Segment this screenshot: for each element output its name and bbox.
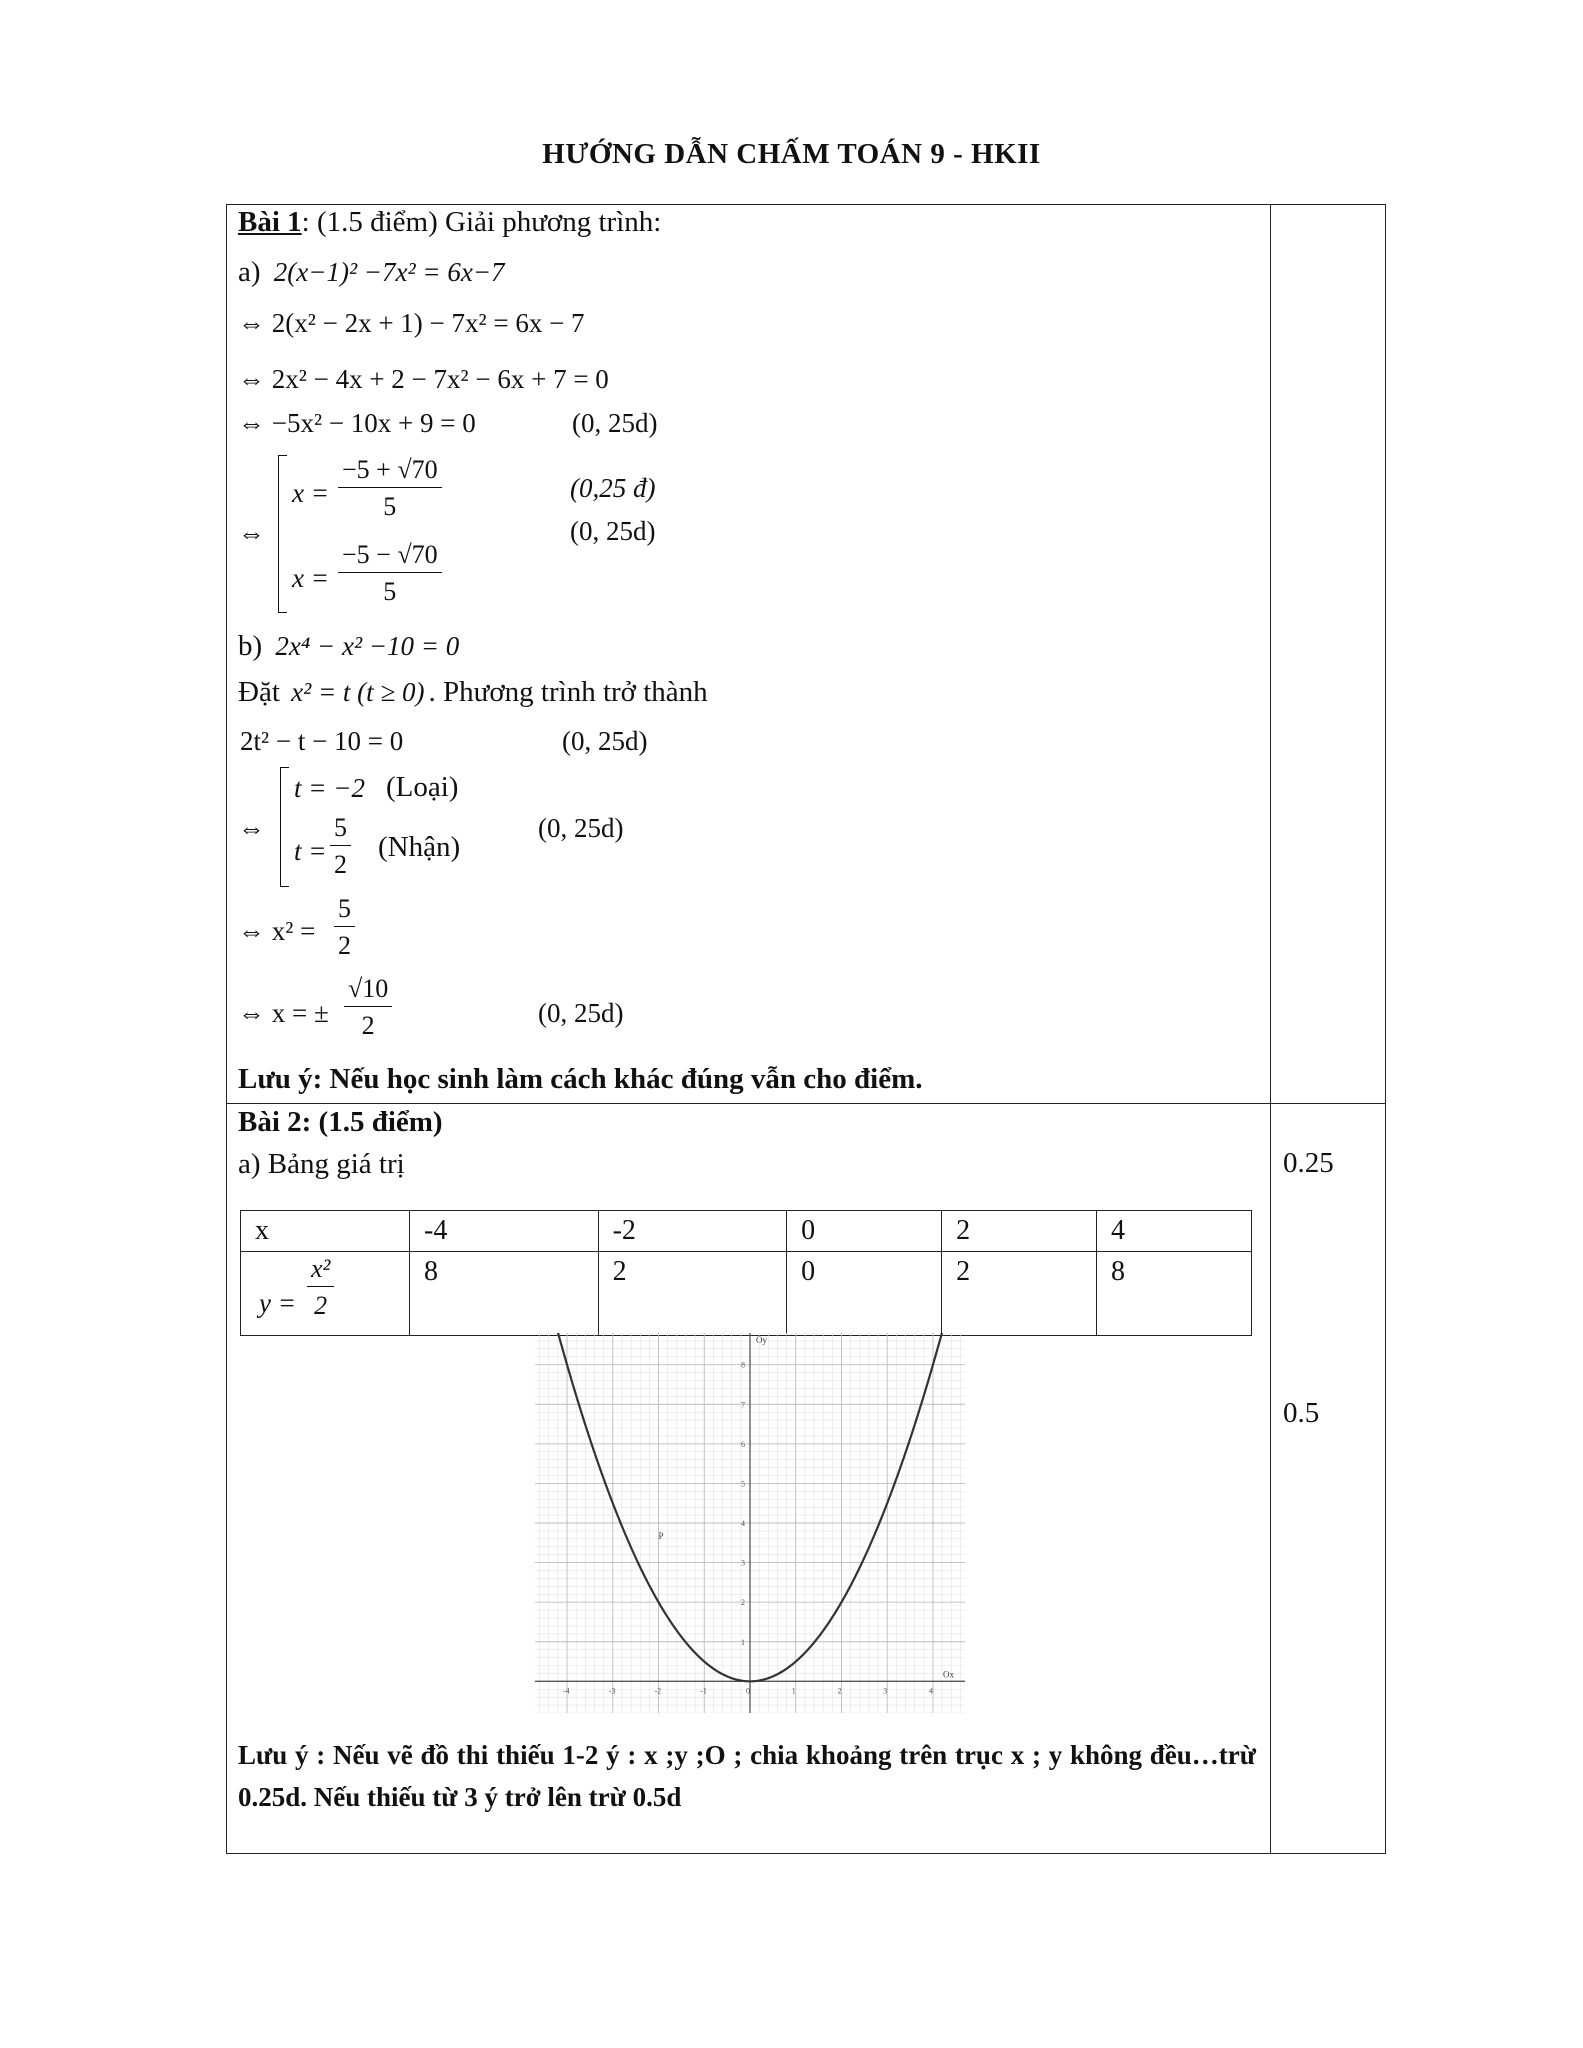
y-tick-label: 1 bbox=[741, 1637, 745, 1647]
y-tick-label: 7 bbox=[741, 1400, 745, 1410]
bai1-a-sol1-numerator: −5 + √70 bbox=[338, 457, 442, 488]
y-formula-fraction bbox=[307, 1256, 334, 1319]
x-tick-label: -2 bbox=[654, 1686, 662, 1696]
bai1-b-line bbox=[238, 632, 459, 661]
x-tick-label: -4 bbox=[563, 1686, 570, 1696]
bai1-b-step1: 2t² − t − 10 = 0 bbox=[240, 726, 404, 756]
curve-label: P bbox=[658, 1530, 664, 1541]
table-cell: -2 bbox=[598, 1211, 787, 1252]
bai1-b-x2-lhs: ⇔ x² = bbox=[238, 916, 316, 946]
bai1-a-step3-points: (0, 25d) bbox=[572, 408, 658, 438]
x-tick-label: 3 bbox=[883, 1686, 888, 1696]
bai1-b-sub-word: Đặt bbox=[238, 676, 280, 708]
page-title: HƯỚNG DẪN CHẤM TOÁN 9 - HKII bbox=[542, 138, 1041, 170]
y-tick-label: 4 bbox=[741, 1519, 745, 1528]
table-row bbox=[241, 1252, 1252, 1336]
x-tick-label: -3 bbox=[608, 1686, 616, 1696]
x-tick-label: 4 bbox=[928, 1686, 933, 1696]
bai1-a-step2: ⇔ 2x² − 4x + 2 − 7x² − 6x + 7 = 0 bbox=[238, 364, 609, 394]
bai1-b-t2-numerator: 5 bbox=[330, 815, 351, 846]
bai1-b-t1: t = −2 bbox=[294, 773, 365, 803]
bai1-heading-rest: : (1.5 điểm) Giải phương trình: bbox=[301, 206, 662, 238]
bai1-a-sol2-fraction bbox=[338, 542, 442, 605]
score-table: 0.25 bbox=[1283, 1147, 1334, 1179]
bai1-a-line bbox=[238, 258, 505, 287]
bai1-heading: Bài 1 bbox=[238, 206, 302, 238]
bai1-b-t2-note: (Nhận) bbox=[378, 831, 461, 863]
table-cell: 8 bbox=[410, 1252, 599, 1336]
bai1-a-sol1-lhs: x = bbox=[292, 478, 329, 508]
bai1-a-equation: 2(x−1)² −7x² = 6x−7 bbox=[273, 257, 505, 287]
table-cell: 0 bbox=[787, 1252, 942, 1336]
bai1-a-sol-points-2: (0, 25d) bbox=[570, 516, 656, 546]
bai1-b-step1-points: (0, 25d) bbox=[562, 726, 648, 756]
bai2-note: Lưu ý : Nếu vẽ đồ thi thiếu 1-2 ý : x ;y ;O ; chia khoảng trên trục x ; y không đều…trừ 0.25d. Nếu thiếu từ 3 ý trở lên trừ 0.5d bbox=[238, 1740, 1256, 1812]
score-column-divider bbox=[1270, 204, 1271, 1854]
bai1-b-x-numerator: √10 bbox=[344, 976, 392, 1007]
bai1-b-label: b) bbox=[238, 630, 263, 662]
bai1-note: Lưu ý: Nếu học sinh làm cách khác đúng vẫn cho điểm. bbox=[238, 1063, 923, 1095]
bai1-b-x2-numerator: 5 bbox=[334, 896, 355, 927]
y-tick-label: 6 bbox=[741, 1439, 745, 1449]
bai2-heading: Bài 2: (1.5 điểm) bbox=[238, 1106, 443, 1138]
bai1-b-t1-note: (Loại) bbox=[386, 771, 459, 803]
bai1-a-sol1-denominator: 5 bbox=[383, 492, 397, 521]
table-cell: 0 bbox=[787, 1211, 942, 1252]
bai1-b-t2-fraction bbox=[330, 815, 351, 878]
bai1-a-sol-points-1: (0,25 đ) bbox=[570, 473, 656, 503]
x-axis-label: Ox bbox=[943, 1669, 954, 1680]
parabola-graph bbox=[535, 1333, 965, 1713]
bai1-b-x-points: (0, 25d) bbox=[538, 998, 624, 1028]
table-cell-y-formula bbox=[241, 1252, 410, 1336]
bai1-b-x-denominator: 2 bbox=[361, 1011, 375, 1040]
bai1-a-sol2-denominator: 5 bbox=[383, 577, 397, 606]
bai1-a-sol1-fraction bbox=[338, 457, 442, 520]
bai1-b-equation: 2x⁴ − x² −10 = 0 bbox=[275, 631, 460, 661]
bai1-b-x-lhs: ⇔ x = ± bbox=[238, 998, 329, 1028]
bai1-a-solution-bracket bbox=[278, 455, 287, 613]
table-cell: 2 bbox=[942, 1211, 1097, 1252]
bai1-heading-line bbox=[238, 208, 661, 237]
bai1-b-x2-fraction bbox=[334, 896, 355, 959]
y-axis-label: Oy bbox=[756, 1335, 767, 1345]
y-formula-numerator: x² bbox=[307, 1256, 334, 1287]
bai1-b-t-points: (0, 25d) bbox=[538, 813, 624, 843]
bai1-a-step3: ⇔ −5x² − 10x + 9 = 0 bbox=[238, 408, 476, 438]
value-table bbox=[240, 1210, 1252, 1336]
table-row bbox=[241, 1211, 1252, 1252]
y-tick-label: 5 bbox=[741, 1479, 745, 1489]
table-cell: 8 bbox=[1097, 1252, 1252, 1336]
table-cell-x-label: x bbox=[241, 1211, 410, 1252]
bai1-a-equivalence: ⇔ bbox=[238, 518, 265, 548]
bai1-b-x-fraction bbox=[344, 976, 392, 1039]
y-tick-label: 3 bbox=[741, 1558, 745, 1568]
bai1-b-substitution bbox=[238, 678, 708, 707]
bai1-b-t2-lhs: t = bbox=[294, 836, 327, 866]
x-tick-label: 1 bbox=[791, 1686, 796, 1696]
y-formula-lhs: y = bbox=[259, 1288, 296, 1318]
y-formula-denominator: 2 bbox=[314, 1291, 328, 1320]
bai1-b-t2-denominator: 2 bbox=[334, 850, 347, 879]
bai1-b-sub-expr: x² = t (t ≥ 0) bbox=[291, 677, 425, 707]
bai1-a-sol2-numerator: −5 − √70 bbox=[338, 542, 442, 573]
score-graph: 0.5 bbox=[1283, 1397, 1320, 1429]
x-tick-label: -1 bbox=[700, 1686, 707, 1696]
table-cell: 4 bbox=[1097, 1211, 1252, 1252]
table-cell: 2 bbox=[598, 1252, 787, 1336]
table-cell: -4 bbox=[410, 1211, 599, 1252]
bai1-a-label: a) bbox=[238, 256, 261, 288]
bai1-b-x2-denominator: 2 bbox=[338, 931, 351, 960]
row-divider bbox=[226, 1103, 1386, 1104]
bai1-b-solution-bracket bbox=[280, 767, 289, 887]
bai1-b-equivalence: ⇔ bbox=[238, 813, 265, 843]
bai1-a-step1: ⇔ 2(x² − 2x + 1) − 7x² = 6x − 7 bbox=[238, 308, 585, 338]
bai1-b-sub-rest: . Phương trình trở thành bbox=[428, 676, 708, 708]
y-tick-label: 8 bbox=[741, 1360, 745, 1370]
x-tick-label: 2 bbox=[837, 1686, 842, 1696]
bai2-a-text: a) Bảng giá trị bbox=[238, 1148, 405, 1180]
x-tick-label: 0 bbox=[746, 1686, 750, 1696]
y-tick-label: 2 bbox=[741, 1598, 745, 1608]
table-cell: 2 bbox=[942, 1252, 1097, 1336]
bai1-a-sol2-lhs: x = bbox=[292, 563, 329, 593]
